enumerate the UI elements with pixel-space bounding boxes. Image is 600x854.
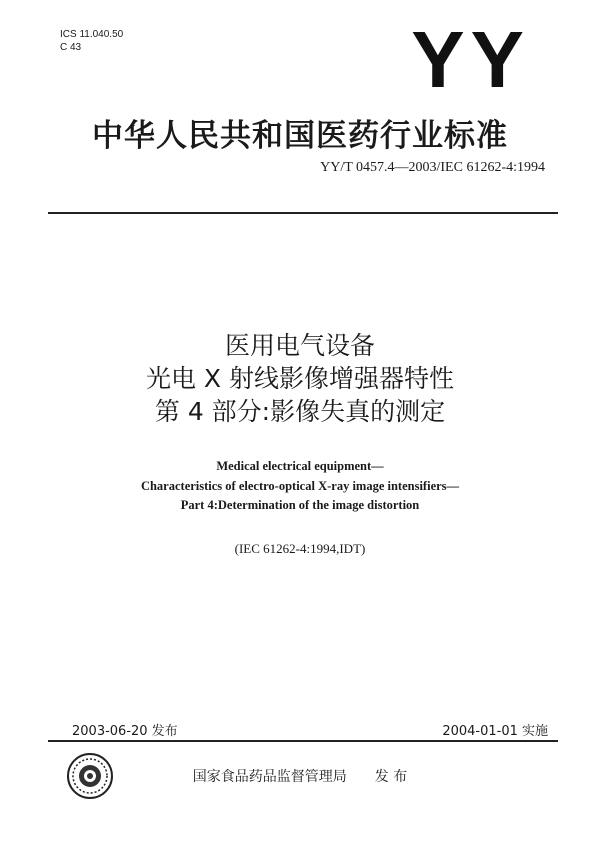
publisher-name: 国家食品药品监督管理局 发 布: [192, 769, 408, 785]
ics-code-block: [60, 28, 123, 54]
title-en-line1: Medical electrical equipment—: [216, 459, 384, 473]
implementation-date: 2004-01-01 实施: [442, 724, 548, 739]
title-cn-line1: 医用电气设备: [224, 331, 375, 360]
title-en-line2: Characteristics of electro-optical X-ray image intensifiers—: [140, 479, 460, 493]
standard-number: YY/T 0457.4—2003/IEC 61262-4:1994: [320, 160, 545, 175]
title-cn-line2: 光电 X 射线影像增强器特性: [145, 364, 455, 393]
issue-date: 2003-06-20 发布: [72, 724, 178, 739]
top-divider: [48, 212, 558, 214]
bottom-divider: [48, 740, 558, 742]
yy-logo: YY: [411, 15, 530, 104]
standard-name: 中华人民共和国医药行业标准: [92, 118, 508, 154]
title-cn-line3: 第 4 部分:影像失真的测定: [154, 397, 446, 426]
identity-statement: (IEC 61262-4:1994,IDT): [234, 541, 366, 556]
ics-code: ICS 11.040.50: [60, 29, 124, 40]
ccs-code: C 43: [60, 42, 82, 53]
title-en-line3: Part 4:Determination of the image distortion: [180, 498, 420, 512]
